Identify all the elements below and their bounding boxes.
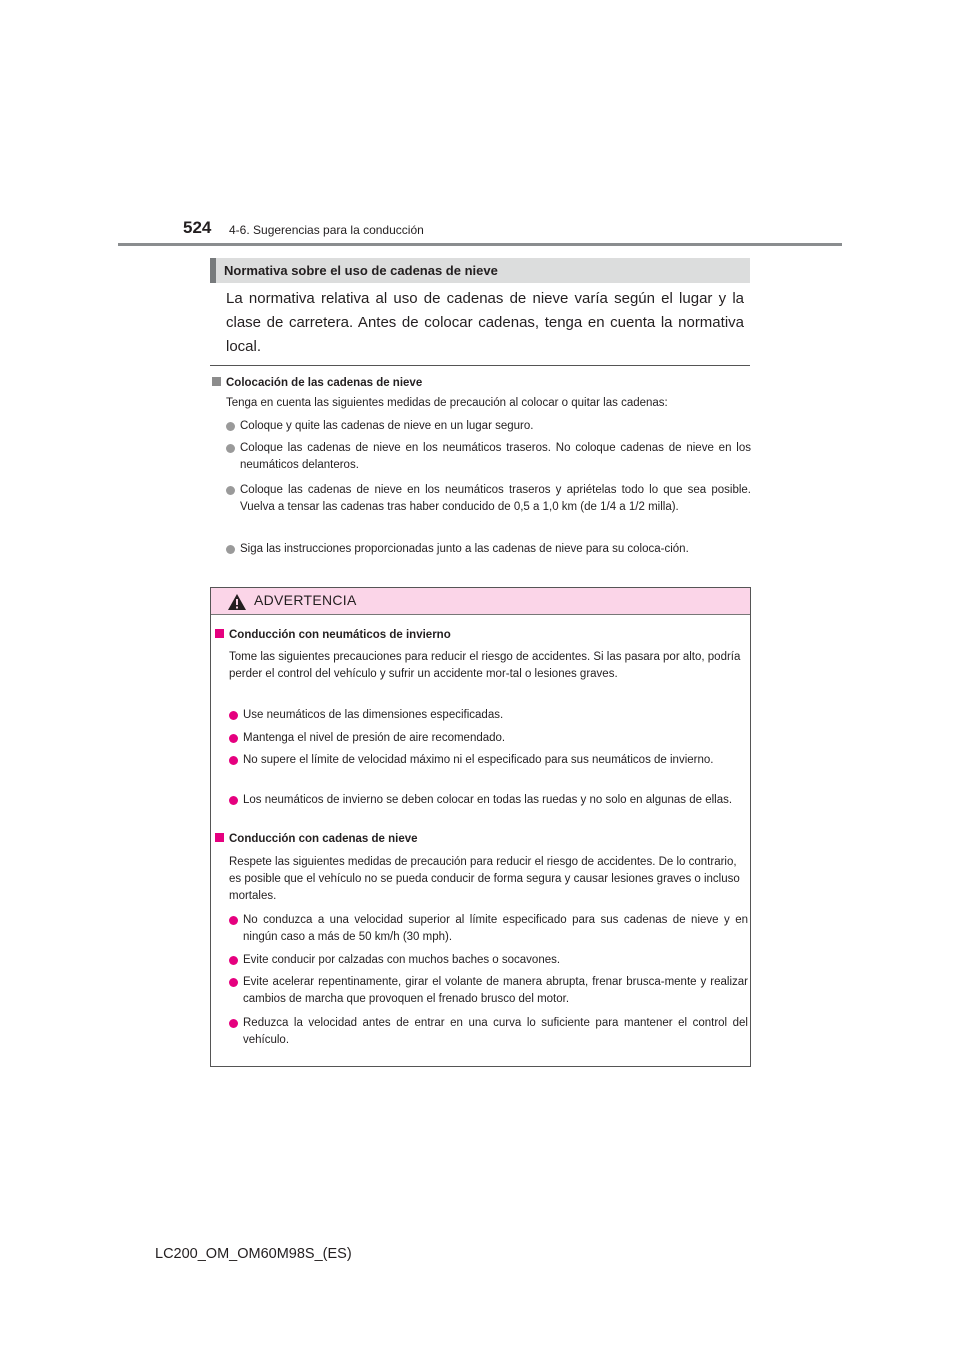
warning-subheading: Conducción con cadenas de nieve [215, 833, 418, 845]
bullet-dot-icon [229, 734, 238, 743]
section-heading-accent [210, 258, 216, 283]
list-item: Use neumáticos de las dimensiones especificadas. [229, 707, 748, 724]
square-bullet-icon [212, 377, 221, 386]
warning-triangle-icon [227, 593, 247, 616]
header-divider [118, 243, 842, 246]
section-heading: Normativa sobre el uso de cadenas de nieve [224, 263, 498, 278]
document-code: LC200_OM_OM60M98S_(ES) [155, 1246, 352, 1262]
list-item: Reduzca la velocidad antes de entrar en una curva lo suficiente para mantener el control del vehículo. [229, 1015, 748, 1049]
bullet-dot-icon [229, 796, 238, 805]
list-item: Mantenga el nivel de presión de aire recomendado. [229, 730, 748, 747]
page-number: 524 [183, 218, 212, 237]
square-bullet-icon [215, 629, 224, 638]
bullet-dot-icon [229, 916, 238, 925]
warning-paragraph: Respete las siguientes medidas de precaución para reducir el riesgo de accidentes. De lo contrario, es posible que el vehículo no se pueda conducir de forma segura y causar lesiones graves o incluso mortales. [229, 856, 740, 902]
warning-paragraph: Tome las siguientes precauciones para reducir el riesgo de accidentes. Si las pasara por alto, podría perder el control del vehículo y sufrir un accidente mor-tal o lesiones graves. [229, 651, 741, 680]
bullet-dot-icon [226, 486, 235, 495]
snow-chains-heading: Colocación de las cadenas de nieve [212, 377, 422, 389]
list-item: No conduzca a una velocidad superior al límite especificado para sus cadenas de nieve y en ningún caso a más de 50 km/h (30 mph). [229, 912, 748, 946]
snow-chains-intro: Tenga en cuenta las siguientes medidas de precaución al colocar o quitar las cadenas: [226, 397, 668, 409]
list-item: No supere el límite de velocidad máximo ni el especificado para sus neumáticos de invierno. [229, 752, 748, 769]
list-item: Coloque las cadenas de nieve en los neumáticos traseros. No coloque cadenas de nieve en los neumáticos delanteros. [226, 440, 751, 474]
bullet-dot-icon [229, 956, 238, 965]
list-item: Evite conducir por calzadas con muchos baches o socavones. [229, 952, 748, 969]
warning-title: ADVERTENCIA [254, 592, 357, 608]
list-item: Coloque las cadenas de nieve en los neumáticos traseros y apriételas todo lo que sea posible. Vuelva a tensar las cadenas tras haber conducido de 0,5 a 1,0 km (de 1/4 a 1/2 milla). [226, 482, 751, 516]
warning-subheading: Conducción con neumáticos de invierno [215, 629, 451, 641]
list-item: Siga las instrucciones proporcionadas junto a las cadenas de nieve para su coloca-ción. [226, 541, 751, 558]
bullet-dot-icon [226, 545, 235, 554]
list-item: Evite acelerar repentinamente, girar el volante de manera abrupta, frenar brusca-mente y realizar cambios de marcha que provoquen el frenado brusco del motor. [229, 974, 748, 1008]
bullet-dot-icon [229, 1019, 238, 1028]
bullet-dot-icon [229, 756, 238, 765]
bullet-dot-icon [229, 978, 238, 987]
intro-paragraph: La normativa relativa al uso de cadenas de nieve varía según el lugar y la clase de carretera. Antes de colocar cadenas, tenga en cuenta la normativa local. [226, 290, 744, 355]
square-bullet-icon [215, 833, 224, 842]
bullet-dot-icon [229, 711, 238, 720]
list-item: Los neumáticos de invierno se deben colocar en todas las ruedas y no solo en algunas de ellas. [229, 792, 748, 809]
section-breadcrumb: 4-6. Sugerencias para la conducción [229, 223, 424, 237]
bullet-dot-icon [226, 444, 235, 453]
bullet-dot-icon [226, 422, 235, 431]
list-item: Coloque y quite las cadenas de nieve en un lugar seguro. [226, 418, 751, 435]
intro-divider [210, 365, 750, 366]
